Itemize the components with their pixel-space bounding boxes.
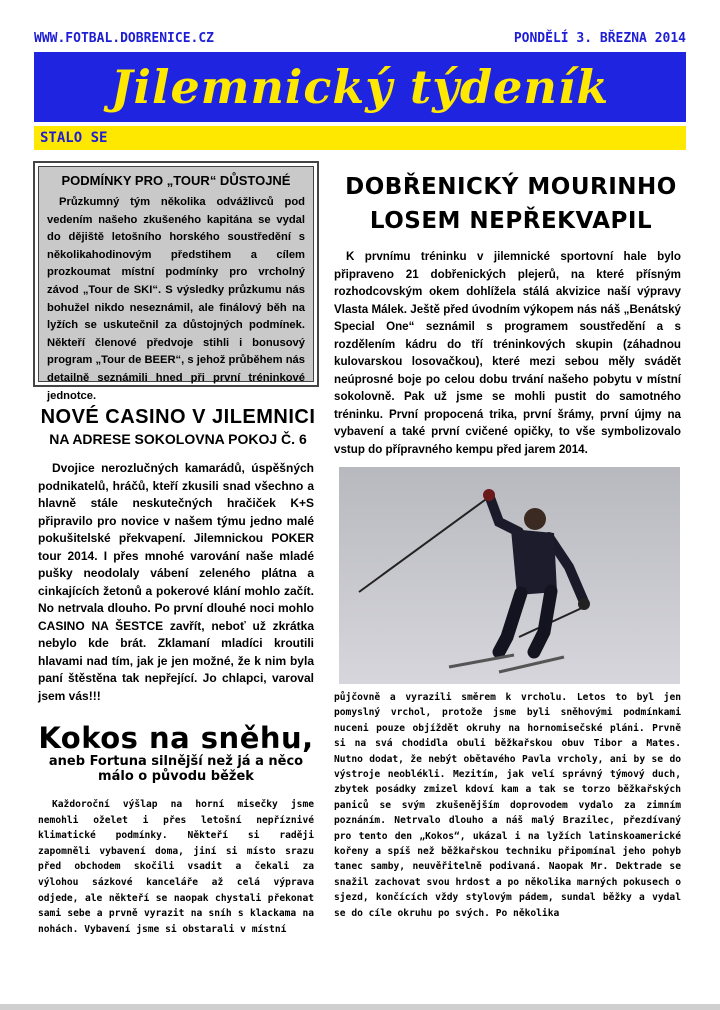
tour-conditions-box-inner: [38, 166, 314, 402]
top-line: [34, 31, 686, 49]
tour-conditions-title: PODMÍNKY PRO „TOUR“ DŮSTOJNÉ: [61, 173, 291, 188]
mourinho-article-text: K prvnímu tréninku v jilemnické sportovní hale bylo připraveno 21 dobřenických plejerů, na které přísným rozhodcovským okem dohlížela stálá akvizice naší výpravy Vlasta Málek. Ještě před úvodním výkopem nás náš „Benátský Special One“ seznámil s programem soustředění a s rozdělením kádru do tří tréninkových skupin (záhadnou kulovarskou losovačkou), které mezi sebou měly svádět neúprosné boje po celou dobu trvání našeho pobytu v místní sokolovně. Pak už jsme se mohli pustit do samotného tréninku. První propocená trika, první šrámy, první újmy na vybavení a také první cvičené opičky, to vše symbolizovalo vstup do přípravného kempu před jarem 2014.: [334, 250, 681, 456]
casino-headline: NOVÉ CASINO V JILEMNICI: [40, 406, 316, 428]
section-bar: [34, 126, 686, 150]
skier-photo: [339, 467, 680, 684]
kokos-headline: Kokos na sněhu,: [38, 721, 314, 755]
masthead: [34, 52, 686, 122]
kokos-article-text: Každoroční výšlap na horní misečky jsme nemohli oželet i přes letošní nepříznivé klimatické podmínky. Někteří si raději zapomněli vybavení doma, jiní si místo srazu před obchodem skočili vsadit a čekali za výlohou sázkové kanceláře až celá výprava odjede, ale někteří se naopak chystali překonat sami sebe a prvně vyrazit na sníh s klackama na nohách. Vybavení jsme si obstarali v místní: [38, 799, 314, 935]
newspaper-title: Jilemnický týdeník: [110, 60, 610, 114]
mourinho-headline: DOBŘENICKÝ MOURINHO LOSEM NEPŘEKVAPIL: [345, 174, 677, 234]
kokos-subheadline: aneb Fortuna silnější než já a něco málo o původu běžek: [48, 754, 304, 784]
section-label: STALO SE: [40, 130, 108, 146]
tour-conditions-box: [33, 161, 319, 402]
casino-article-text: Dvojice nerozlučných kamarádů, úspěšných podnikatelů, hráčů, kteří zkusili snad všechno a hlavně stále neskutečných hračiček K+S připravilo pro novice v našem týmu jedno malé pokušitelské překvapení. Jilemnickou POKER tour 2014. I přes mnohé varování naše mladé pušky neodolaly vábení zeleného plátna a cinkajících žetonů a pokerové klání mohlo začít. No netrvala dlouho. Po první dlouhé noci mohlo CASINO NA ŠESTCE zavřít, neboť už zkrátka nebylo kde brát. Zklamaní mladíci kroutili hlavami nad tím, jak je jen možné, že k nim byla paní štěstěna tak nepřející. Jo chlapci, varoval jsem vás!!!: [38, 461, 314, 703]
casino-subheadline: NA ADRESE SOKOLOVNA POKOJ Č. 6: [49, 431, 307, 447]
casino-headline-block: [38, 406, 318, 447]
kokos-continuation-text: půjčovně a vyrazili směrem k vrcholu. Letos to byl jen pomyslný vrchol, protože jsme byli sněhovými podmínkami nuceni pouze objíždět okruhy na hornomisečské pláni. Prvně si na svá chodidla obuli běžkařskou obuv Tibor a Mates. Nutno dodat, že nebýt obětavého Pavla vrcholy, ani by se do výstroje neoblékli. Mezitím, jak velí správný týmový duch, zbytek posádky zmizel kdoví kam a tak se torzo běžkařských paniců se svým zkušenějším doprovodem vydalo za zimním poznáním. Netrvalo dlouho a náš malý Brazilec, přezdívaný pro tento den „Kokos“, ukázal i na lyžích latinskoamerické kořeny a spíš než běžkařskou techniku připomínal jeho pohyb tanec samby, neuvěřitelně podivaná. Naopak Mr. Dektrade se snažil zachovat svou hrdost a po několika marných pokusech o sjezd, končících vždy stylovým pádem, sundal běžky a vydal se do cíle okruhu po svých. Po několika: [334, 692, 681, 919]
tour-conditions-text: Průzkumný tým několika odvážlivců pod vedením našeho zkušeného kapitána se vydal do dějiště letošního horského soustředění s několikahodinovým předstihem a cílem prozkoumat místní podmínky pro vrcholný závod „Tour de SKI“. S výsledky průzkumu nás bohužel nikdo neseznámil, ale finálový běh na lyžích se uskutečnil za důstojných podmínek. Někteří členové předvoje stihli i bonusový program „Tour de BEER“, s jehož průběhem nás detailně seznámili hned při první tréninkové jednotce.: [47, 196, 305, 402]
kokos-headline-block: [38, 722, 314, 784]
bottom-divider: [0, 1004, 720, 1010]
website-url[interactable]: WWW.FOTBAL.DOBRENICE.CZ: [34, 31, 215, 46]
issue-date: PONDĚLÍ 3. BŘEZNA 2014: [513, 31, 686, 46]
